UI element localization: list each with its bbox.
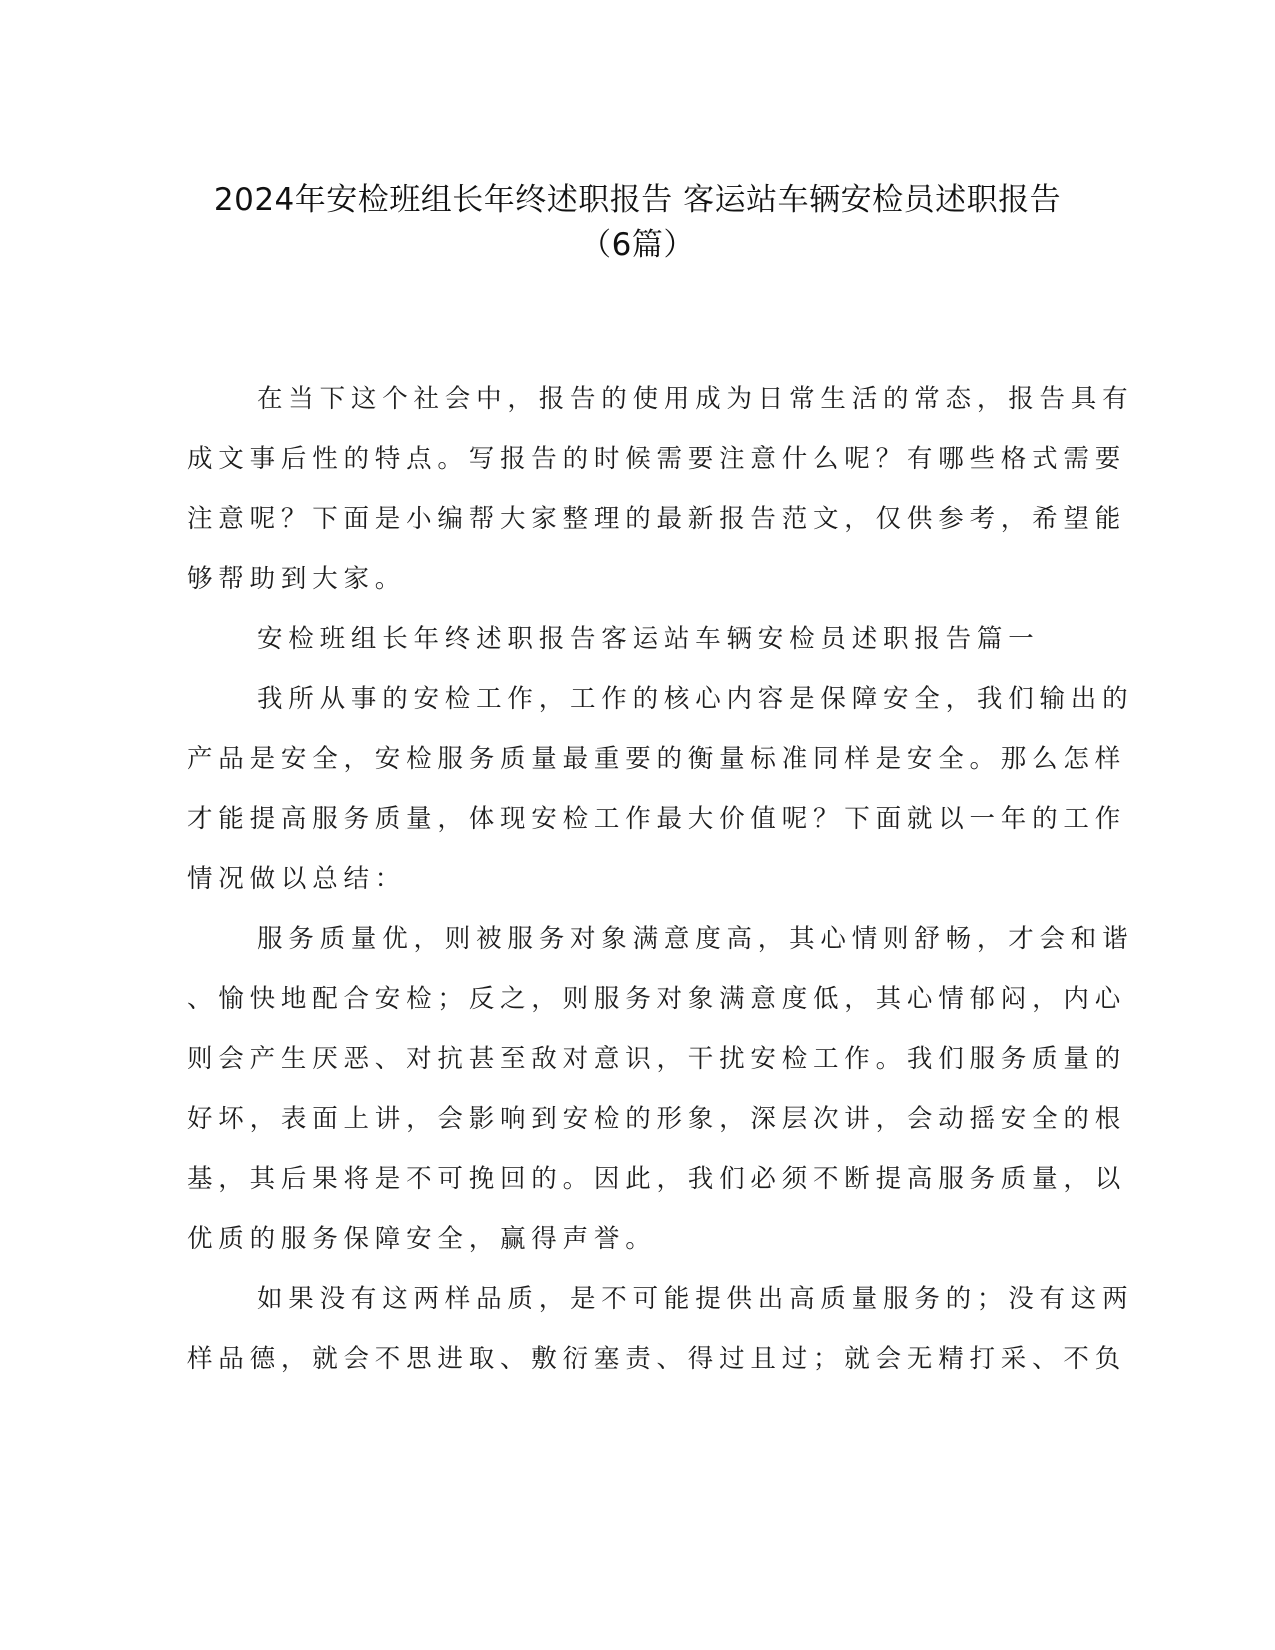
text-line: 如果没有这两样品质，是不可能提供出高质量服务的；没有这两	[257, 1284, 1134, 1314]
text-line: 注意呢？下面是小编帮大家整理的最新报告范文，仅供参考，希望能	[187, 504, 1127, 534]
document-body	[187, 369, 1134, 1389]
paragraph-quality	[187, 1269, 1134, 1389]
text-line: 产品是安全，安检服务质量最重要的衡量标准同样是安全。那么怎样	[187, 744, 1127, 774]
text-line: 好坏，表面上讲，会影响到安检的形象，深层次讲，会动摇安全的根	[187, 1104, 1127, 1134]
text-line: 够帮助到大家。	[187, 564, 407, 594]
paragraph-service	[187, 909, 1134, 1269]
section-heading	[187, 609, 1087, 669]
document-title	[150, 178, 1125, 268]
text-line: 才能提高服务质量，体现安检工作最大价值呢？下面就以一年的工作	[187, 804, 1127, 834]
text-line: 安检班组长年终述职报告客运站车辆安检员述职报告篇一	[257, 624, 1040, 654]
text-line: 情况做以总结：	[187, 864, 407, 894]
paragraph-intro	[187, 369, 1134, 609]
title-line-2: （6篇）	[580, 227, 695, 263]
text-line: 优质的服务保障安全，赢得声誉。	[187, 1224, 657, 1254]
text-line: 基，其后果将是不可挽回的。因此，我们必须不断提高服务质量，以	[187, 1164, 1127, 1194]
title-line-1: 2024年安检班组长年终述职报告 客运站车辆安检员述职报告	[213, 182, 1062, 218]
text-line: 服务质量优，则被服务对象满意度高，其心情则舒畅，才会和谐	[257, 924, 1134, 954]
text-line: 、愉快地配合安检；反之，则服务对象满意度低，其心情郁闷，内心	[187, 984, 1127, 1014]
text-line: 在当下这个社会中，报告的使用成为日常生活的常态，报告具有	[257, 384, 1134, 414]
text-line: 则会产生厌恶、对抗甚至敌对意识，干扰安检工作。我们服务质量的	[187, 1044, 1127, 1074]
text-line: 成文事后性的特点。写报告的时候需要注意什么呢？有哪些格式需要	[187, 444, 1127, 474]
text-line: 我所从事的安检工作，工作的核心内容是保障安全，我们输出的	[257, 684, 1134, 714]
text-line: 样品德，就会不思进取、敷衍塞责、得过且过；就会无精打采、不负	[187, 1344, 1127, 1374]
paragraph-work	[187, 669, 1134, 909]
